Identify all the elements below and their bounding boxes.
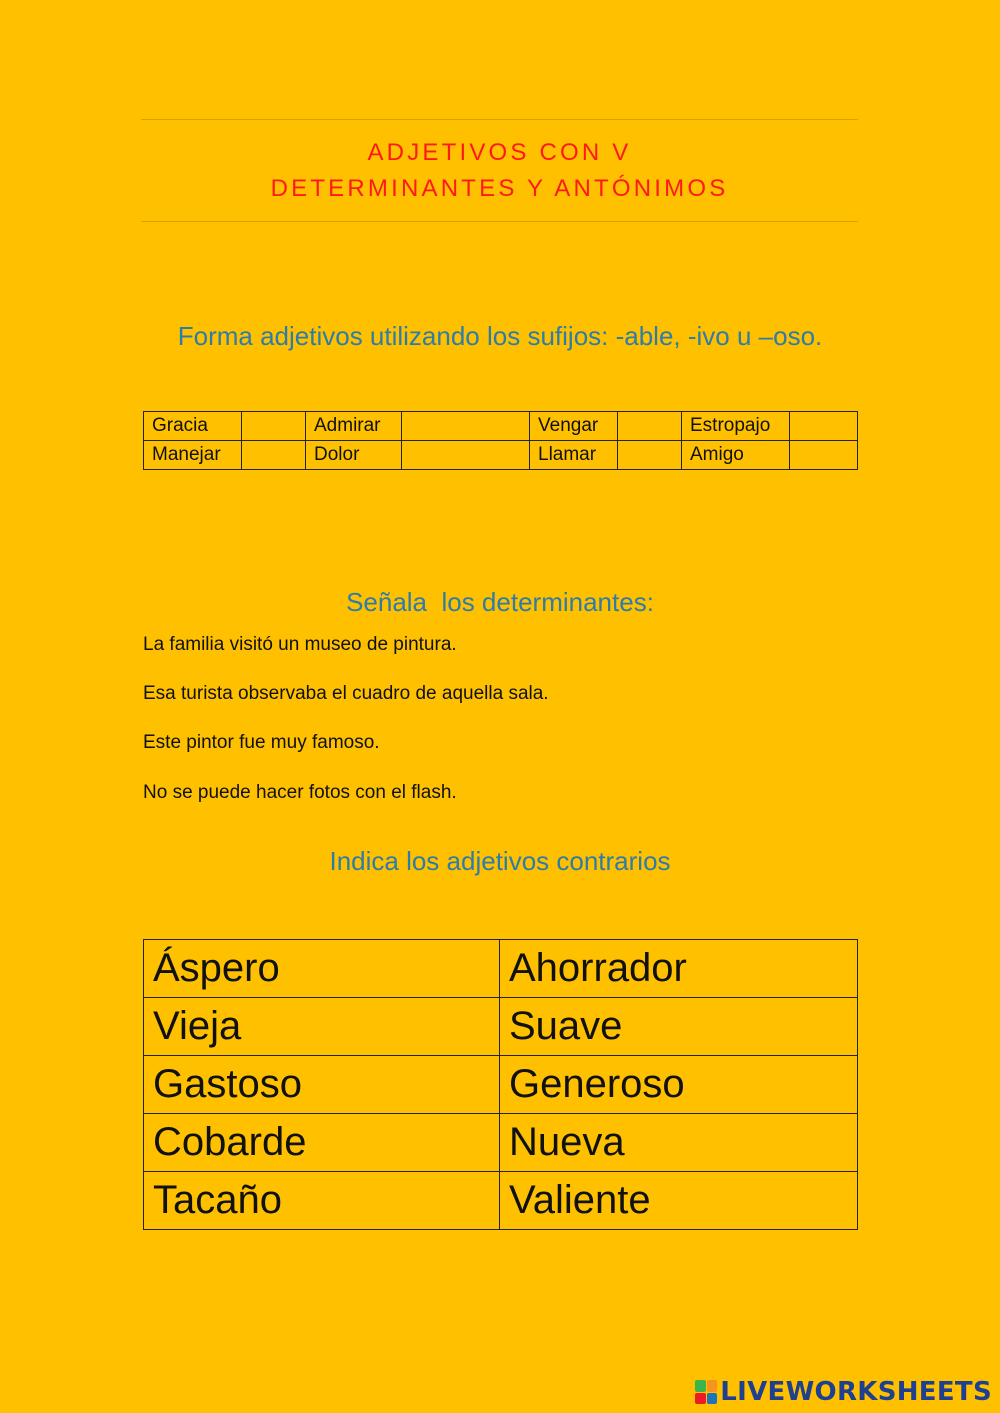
sentence-2[interactable]: Esa turista observaba el cuadro de aquella sala. [143,683,549,704]
logo-text: LIVEWORKSHEETS [720,1377,992,1407]
base-word-cell: Manejar [144,441,242,470]
table-row [144,940,858,998]
sentence-4[interactable]: No se puede hacer fotos con el flash. [143,782,457,803]
answer-cell[interactable] [790,412,858,441]
adjective-left[interactable]: Áspero [144,940,500,998]
base-word-cell: Vengar [530,412,618,441]
table-row [144,998,858,1056]
page-title-line-1: ADJETIVOS CON V [367,139,632,166]
base-word-cell: Gracia [144,412,242,441]
answer-cell[interactable] [242,412,306,441]
adjective-right[interactable]: Valiente [500,1172,858,1230]
answer-cell[interactable] [402,441,530,470]
header-top-rule [141,119,858,120]
liveworksheets-logo [695,1377,992,1407]
logo-badge-icon [695,1380,717,1404]
base-word-cell: Admirar [306,412,402,441]
adjective-left[interactable]: Tacaño [144,1172,500,1230]
answer-cell[interactable] [618,441,682,470]
page-title-line-2: DETERMINANTES Y ANTÓNIMOS [270,175,729,202]
sentence-3[interactable]: Este pintor fue muy famoso. [143,732,380,753]
adjective-right[interactable]: Nueva [500,1114,858,1172]
suffix-table [143,411,858,470]
antonyms-table [143,939,858,1230]
answer-cell[interactable] [790,441,858,470]
table-row [144,1114,858,1172]
answer-cell[interactable] [242,441,306,470]
antonyms-exercise-heading: Indica los adjetivos contrarios [329,846,671,876]
adjective-right[interactable]: Suave [500,998,858,1056]
adjective-right[interactable]: Generoso [500,1056,858,1114]
table-row [144,412,858,441]
header-bottom-rule [141,221,858,222]
table-row [144,1172,858,1230]
adjective-left[interactable]: Cobarde [144,1114,500,1172]
base-word-cell: Amigo [682,441,790,470]
suffix-exercise-heading: Forma adjetivos utilizando los sufijos: -able, -ivo u –oso. [177,321,823,351]
base-word-cell: Estropajo [682,412,790,441]
base-word-cell: Llamar [530,441,618,470]
table-row [144,441,858,470]
adjective-right[interactable]: Ahorrador [500,940,858,998]
determiners-exercise-heading: Señala los determinantes: [346,587,654,617]
sentence-1[interactable]: La familia visitó un museo de pintura. [143,634,457,655]
answer-cell[interactable] [618,412,682,441]
adjective-left[interactable]: Vieja [144,998,500,1056]
adjective-left[interactable]: Gastoso [144,1056,500,1114]
table-row [144,1056,858,1114]
base-word-cell: Dolor [306,441,402,470]
answer-cell[interactable] [402,412,530,441]
